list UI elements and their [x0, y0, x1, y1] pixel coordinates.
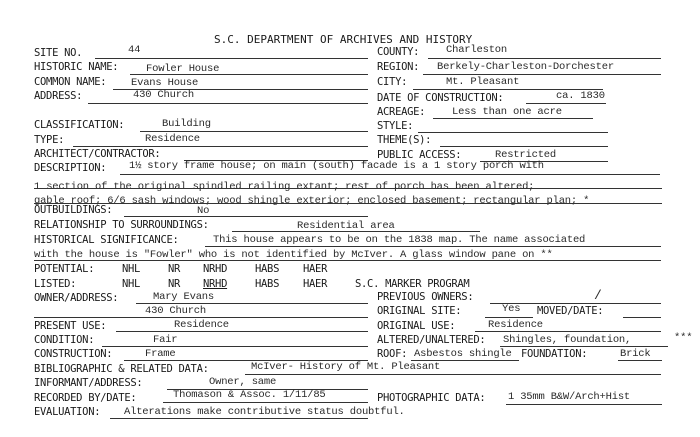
bibliographic-rule [245, 374, 661, 375]
potential-habs: HABS [255, 263, 280, 275]
common-name-label: COMMON NAME: [34, 76, 107, 88]
photographic-rule [506, 404, 662, 405]
address-value: 430 Church [133, 89, 195, 101]
classification-label: CLASSIFICATION: [34, 119, 125, 131]
relationship-value: Residential area [297, 220, 395, 232]
region-label: REGION: [377, 61, 420, 73]
condition-label: CONDITION: [34, 334, 95, 346]
recorded-value: Thomason & Assoc. 1/11/85 [173, 389, 326, 401]
county-rule [428, 58, 661, 59]
owner-address-label: OWNER/ADDRESS: [34, 292, 119, 304]
potential-nrhd: NRHD [203, 263, 228, 275]
roof-label: ROOF: [377, 348, 408, 360]
potential-label: POTENTIAL: [34, 263, 95, 275]
public-access-label: PUBLIC ACCESS: [377, 149, 462, 161]
outbuildings-rule [124, 216, 368, 217]
style-rule [418, 132, 608, 133]
informant-value: Owner, same [209, 376, 277, 388]
site-no-rule [95, 58, 368, 59]
classification-value: Building [162, 118, 211, 130]
address-rule [88, 103, 368, 104]
region-value: Berkely-Charleston-Dorchester [437, 61, 614, 73]
evaluation-rule [110, 418, 368, 419]
themes-label: THEME(S): [377, 134, 432, 146]
previous-owners-label: PREVIOUS OWNERS: [377, 291, 474, 303]
original-site-value: Yes [502, 303, 521, 315]
historic-name-rule [130, 74, 368, 75]
date-of-construction-rule [526, 103, 606, 104]
moved-date-label: MOVED/DATE: [537, 305, 604, 317]
evaluation-label: EVALUATION: [34, 406, 101, 418]
roof-value: Asbestos shingle [414, 348, 512, 360]
construction-value: Frame [145, 348, 176, 360]
historical-significance-label: HISTORICAL SIGNIFICANCE: [34, 234, 179, 246]
moved-date-rule [623, 317, 661, 318]
listed-nhl: NHL [122, 278, 141, 290]
acreage-label: ACREAGE: [377, 106, 426, 118]
bibliographic-label: BIBLIOGRAPHIC & RELATED DATA: [34, 363, 209, 375]
altered-value: Shingles, foundation, [503, 334, 632, 346]
description-line-2: 1 section of the original spindled railing extant; rest of porch has been altered; [34, 181, 535, 193]
potential-nr: NR [168, 263, 181, 275]
historical-significance-rule-1 [205, 246, 661, 247]
common-name-value: Evans House [131, 77, 199, 89]
construction-label: CONSTRUCTION: [34, 348, 113, 360]
foundation-rule [618, 360, 662, 361]
original-site-label: ORIGINAL SITE: [377, 305, 462, 317]
historical-significance-rule-2 [34, 260, 661, 261]
relationship-label: RELATIONSHIP TO SURROUNDINGS: [34, 219, 209, 231]
owner-address-rule-1 [136, 303, 368, 304]
type-value: Residence [145, 133, 200, 145]
listed-habs: HABS [255, 278, 280, 290]
listed-nr: NR [168, 278, 181, 290]
original-use-value: Residence [488, 319, 543, 331]
public-access-value: Restricted [495, 149, 557, 161]
original-use-rule [475, 331, 661, 332]
original-site-rule [485, 317, 533, 318]
historical-significance-line-2: with the house is "Fowler" who is not identified by McIver. A glass window pane on ** [34, 249, 553, 261]
description-rule-1 [120, 174, 660, 175]
photographic-label: PHOTOGRAPHIC DATA: [377, 392, 486, 404]
acreage-rule [433, 118, 593, 119]
region-rule [423, 74, 661, 75]
listed-label: LISTED: [34, 278, 77, 290]
present-use-rule [116, 331, 368, 332]
moved-date-value: / [594, 288, 602, 303]
owner-street-value: 430 Church [145, 305, 207, 317]
original-use-label: ORIGINAL USE: [377, 320, 456, 332]
historical-significance-line-1: This house appears to be on the 1838 map. The name associated [213, 234, 586, 246]
type-label: TYPE: [34, 134, 65, 146]
evaluation-value: Alterations make contributive status doubtful. [124, 406, 405, 418]
listed-nrhd: NRHD [203, 278, 228, 290]
altered-mark: *** [674, 332, 693, 344]
potential-haer: HAER [303, 263, 328, 275]
description-rule-3 [34, 203, 662, 204]
outbuildings-value: No [197, 205, 210, 217]
classification-rule [140, 131, 368, 132]
department-header: S.C. DEPARTMENT OF ARCHIVES AND HISTORY [214, 33, 473, 46]
historic-name-value: Fowler House [146, 63, 220, 75]
listed-haer: HAER [303, 278, 328, 290]
county-label: COUNTY: [377, 46, 420, 58]
altered-rule [500, 346, 668, 347]
address-label: ADDRESS: [34, 90, 83, 102]
city-label: CITY: [377, 76, 408, 88]
bibliographic-value: McIver- History of Mt. Pleasant [251, 361, 441, 373]
historic-name-label: HISTORIC NAME: [34, 61, 119, 73]
site-no-value: 44 [128, 44, 141, 56]
city-value: Mt. Pleasant [446, 76, 520, 88]
description-rule-2 [34, 188, 662, 189]
owner-address-rule-2 [34, 317, 368, 318]
condition-value: Fair [153, 334, 178, 346]
relationship-rule [232, 231, 480, 232]
description-line-1: 1½ story frame house; on main (south) facade is a 1 story porch with [129, 160, 544, 172]
site-no-label: SITE NO. [34, 47, 83, 59]
photographic-value: 1 35mm B&W/Arch+Hist [508, 391, 631, 403]
architect-label: ARCHITECT/CONTRACTOR: [34, 148, 161, 160]
altered-label: ALTERED/UNALTERED: [377, 334, 486, 346]
style-label: STYLE: [377, 120, 414, 132]
recorded-label: RECORDED BY/DATE: [34, 392, 137, 404]
description-label: DESCRIPTION: [34, 162, 107, 174]
description-line-3: gable roof; 6/6 sash windows; wood shingle exterior; enclosed basement; rectangular plan; * [34, 195, 590, 207]
informant-label: INFORMANT/ADDRESS: [34, 377, 143, 389]
owner-name-value: Mary Evans [153, 291, 215, 303]
condition-rule [102, 346, 368, 347]
date-of-construction-value: ca. 1830 [556, 90, 605, 102]
potential-nhl: NHL [122, 263, 141, 275]
marker-program: S.C. MARKER PROGRAM [355, 278, 470, 290]
type-rule [73, 146, 368, 147]
county-value: Charleston [446, 44, 508, 56]
recorded-rule [163, 402, 368, 403]
present-use-label: PRESENT USE: [34, 320, 107, 332]
themes-rule [440, 146, 608, 147]
present-use-value: Residence [174, 319, 229, 331]
foundation-value: Brick [620, 348, 651, 360]
date-of-construction-label: DATE OF CONSTRUCTION: [377, 92, 504, 104]
foundation-label: FOUNDATION: [521, 348, 588, 360]
acreage-value: Less than one acre [452, 106, 562, 118]
outbuildings-label: OUTBUILDINGS: [34, 204, 113, 216]
